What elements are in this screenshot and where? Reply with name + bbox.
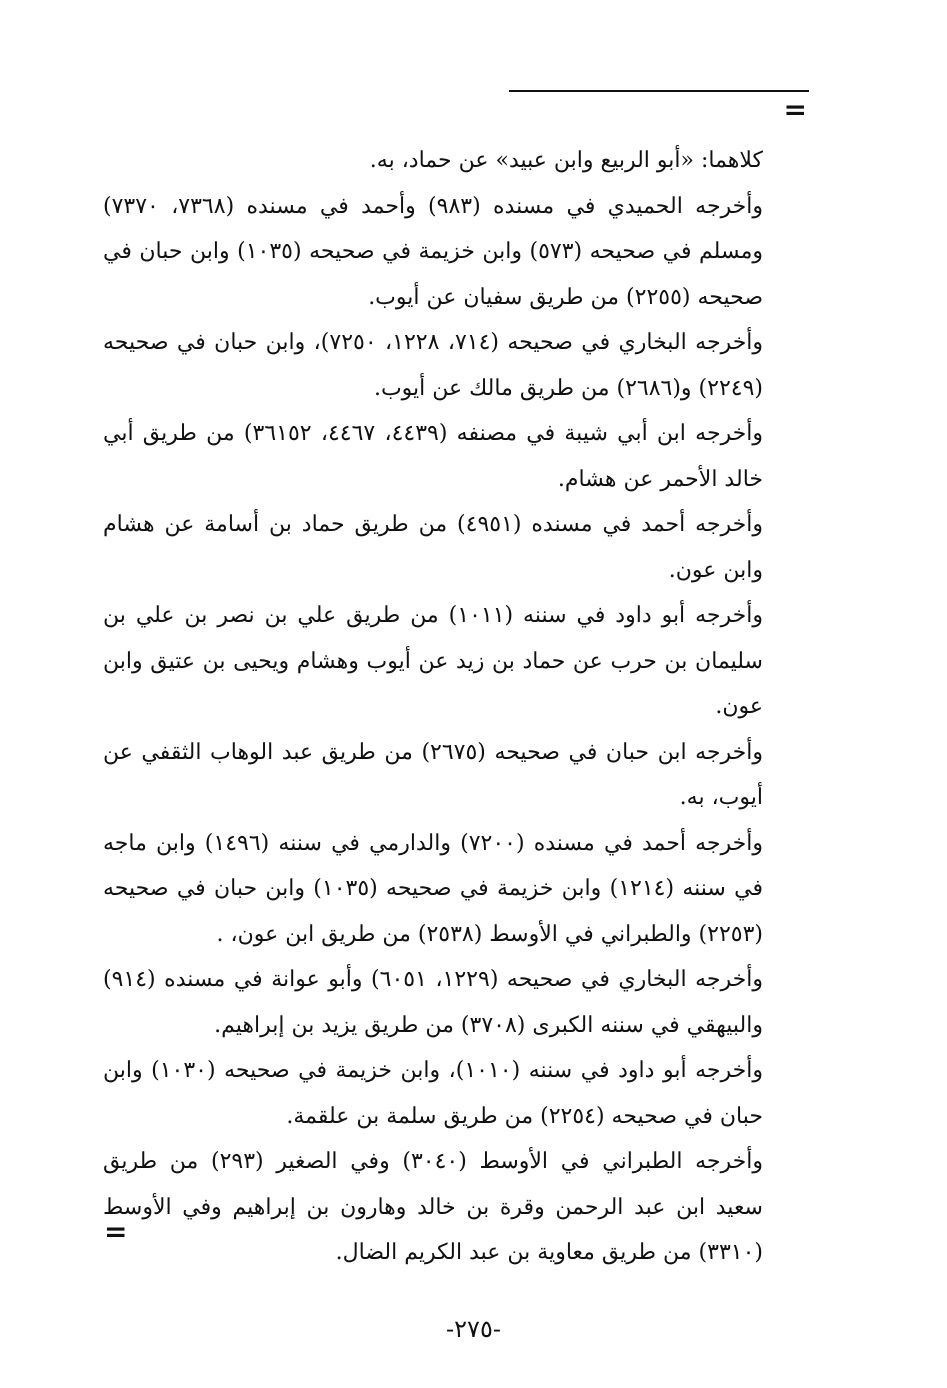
paragraph-ahmad-hammad-usama: وأخرجه أحمد في مسنده (٤٩٥١) من طريق حماد بن أسامة عن هشام وابن عون. [103, 512, 763, 583]
footnote-separator-rule [509, 90, 809, 92]
paragraph-bukhari-malik: وأخرجه البخاري في صحيحه (٧١٤، ١٢٢٨، ٧٢٥٠)، وابن حبان في صحيحه (٢٢٤٩) و(٢٦٨٦) من طريق مالك عن أيوب. [103, 330, 764, 401]
paragraph-ahmad-darimi: وأخرجه أحمد في مسنده (٧٢٠٠) والدارمي في سننه (١٤٩٦) وابن ماجه في سننه (١٢١٤) وابن خزيمة في صحيحه (١٠٣٥) وابن حبان في صحيحه (٢٢٥٣) والطبراني في الأوسط (٢٥٣٨) من طريق ابن عون، . [103, 830, 764, 947]
paragraph-abu-dawud-1010: وأخرجه أبو داود في سننه (١٠١٠)، وابن خزيمة في صحيحه (١٠٣٠) وابن حبان في صحيحه (٢٢٥٤) من طريق سلمة بن علقمة. [103, 1058, 763, 1129]
paragraph-chain-summary: كلاهما: «أبو الربيع وابن عبيد» عن حماد، به. [369, 148, 763, 173]
continuation-mark-bottom: = [104, 1215, 128, 1248]
footnote-text-block [103, 138, 763, 1276]
paragraph-ibn-abi-shaybah: وأخرجه ابن أبي شيبة في مصنفه (٤٤٣٩، ٤٤٦٧، ٣٦١٥٢) من طريق أبي خالد الأحمر عن هشام. [103, 421, 764, 492]
paragraph-tabarani: وأخرجه الطبراني في الأوسط (٣٠٤٠) وفي الصغير (٢٩٣) من طريق سعيد ابن عبد الرحمن وقرة بن خالد وهارون بن إبراهيم وفي الأوسط (٣٣١٠) من طريق معاوية بن عبد الكريم الضال. [103, 1149, 763, 1265]
continuation-mark-top: = [783, 93, 807, 126]
paragraph-humaydi-ahmad-muslim: وأخرجه الحميدي في مسنده (٩٨٣) وأحمد في مسنده (٧٣٦٨، ٧٣٧٠) ومسلم في صحيحه (٥٧٣) وابن خزيمة في صحيحه (١٠٣٥) وابن حبان في صحيحه (٢٢٥٥) من طريق سفيان عن أيوب. [103, 193, 764, 310]
paragraph-ibn-hibban-thaqafi: وأخرجه ابن حبان في صحيحه (٢٦٧٥) من طريق عبد الوهاب الثقفي عن أيوب، به. [103, 739, 763, 810]
paragraph-abu-dawud-1011: وأخرجه أبو داود في سننه (١٠١١) من طريق علي بن نصر بن علي بن سليمان بن حرب عن حماد بن زيد عن أيوب وهشام ويحيى بن عتيق وابن عون. [103, 603, 763, 719]
paragraph-bukhari-abu-awanah: وأخرجه البخاري في صحيحه (١٢٢٩، ٦٠٥١) وأبو عوانة في مسنده (٩١٤) والبيهقي في سننه الكبرى (٣٧٠٨) من طريق يزيد بن إبراهيم. [103, 967, 763, 1038]
page-number: -٢٧٥- [446, 1315, 501, 1343]
